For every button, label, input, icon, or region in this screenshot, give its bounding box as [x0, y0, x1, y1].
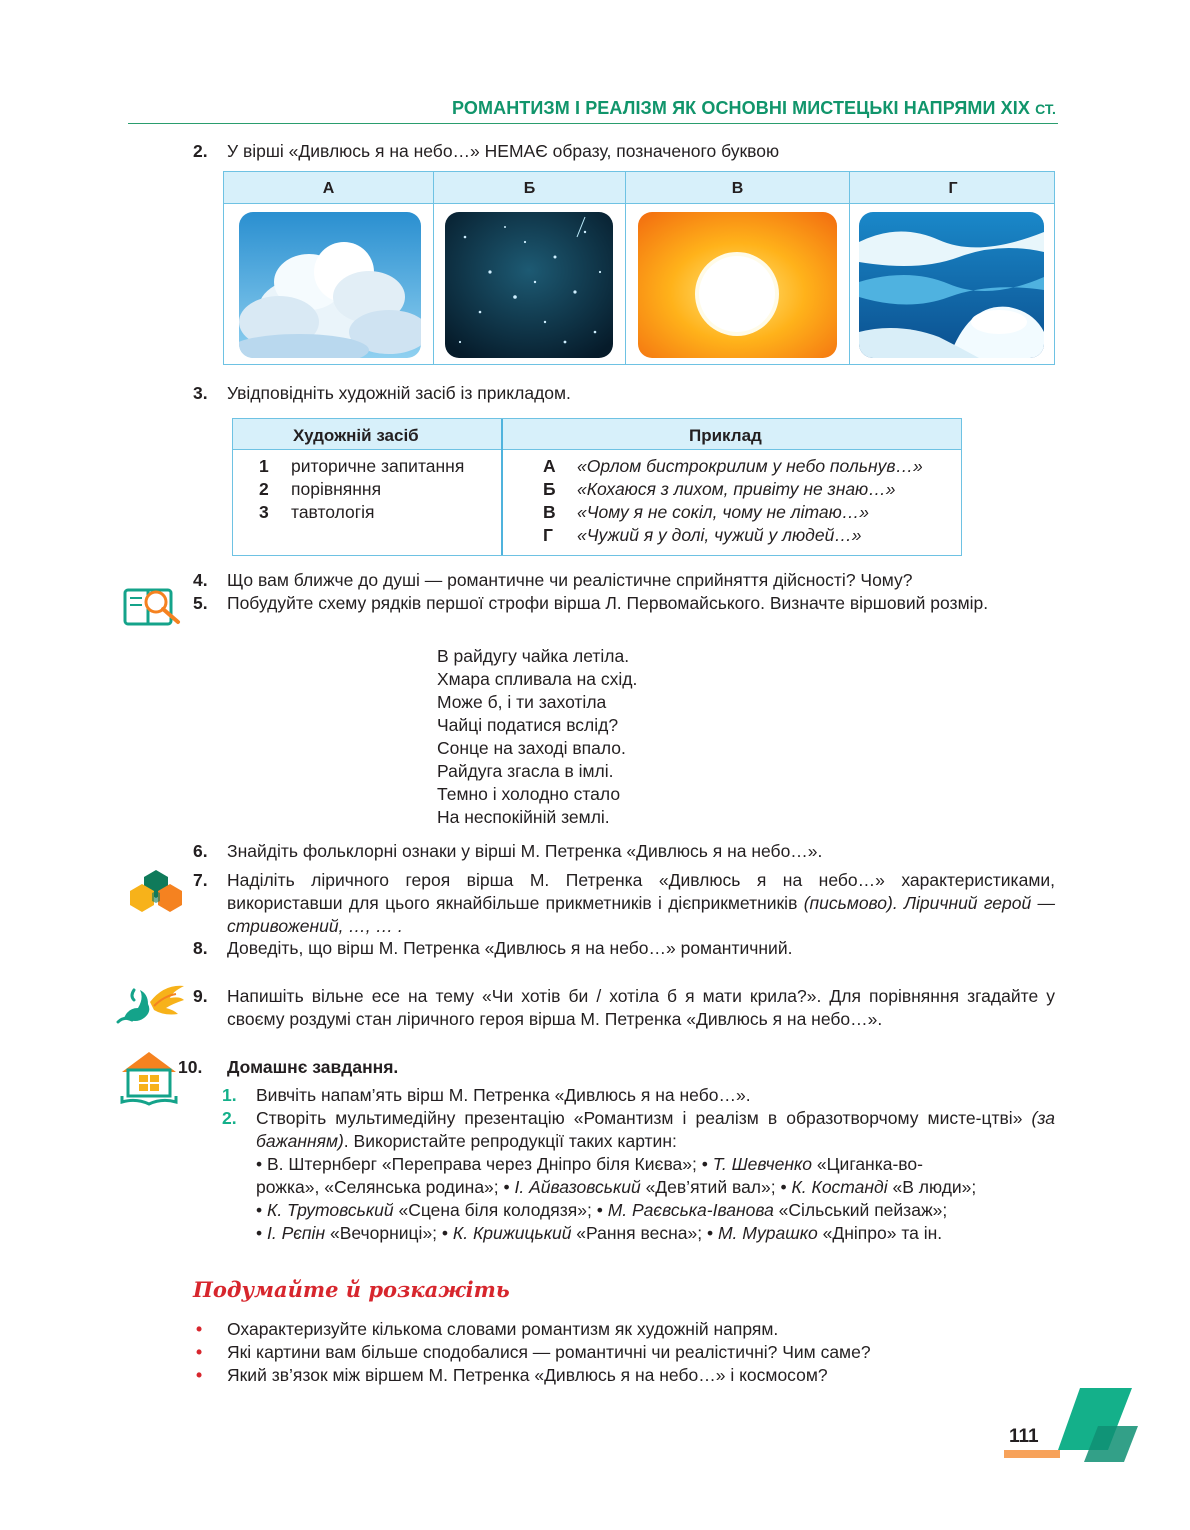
- question-number: 9.: [193, 986, 208, 1006]
- option-letter: В: [731, 180, 744, 197]
- question-10: [178, 1056, 1055, 1079]
- page-number-underline: [1004, 1450, 1060, 1460]
- question-6: [193, 840, 1055, 863]
- question-8: [193, 937, 1055, 960]
- question-text: Знайдіть фольклорні ознаки у вірші М. Петренка «Дивлюсь я на небо…».: [227, 841, 823, 861]
- question-7: [193, 869, 1055, 938]
- question-3: [193, 382, 1055, 405]
- question-9: [193, 985, 1055, 1031]
- question-text: Що вам ближче до душі — романтичне чи реалістичне сприйняття дійсності? Чому?: [227, 570, 913, 590]
- question-number: 4.: [193, 570, 208, 590]
- artworks-line: рожка», «Селянська родина»; • І. Айвазовський «Дев’ятий вал»; • К. Костанді «В люди»;: [256, 1177, 977, 1197]
- option-a: [224, 172, 434, 364]
- question-text: Увідповідніть художній засіб із прикладом.: [227, 383, 571, 403]
- section-heading: Подумайте й розкажіть: [193, 1277, 510, 1302]
- poem-line: Може б, і ти захотіла: [437, 692, 607, 712]
- poem-line: Чайці податися вслід?: [437, 715, 619, 735]
- artworks-line: • І. Рєпін «Вечорниці»; • К. Крижицький «Рання весна»; • М. Мурашко «Дніпро» та ін.: [256, 1223, 943, 1243]
- homework-title: Домашнє завдання.: [227, 1057, 399, 1077]
- option-d: [850, 172, 1056, 364]
- option-letter: А: [322, 180, 335, 197]
- question-5: [193, 592, 1055, 615]
- poem-line: Райдуга згасла в імлі.: [437, 761, 614, 781]
- question-number: 7.: [193, 870, 208, 890]
- item-text: Створіть мультимедійну презентацію «Романтизм і реалізм в образотворчому мисте-цтві» (за бажанням). Використайте репродукції таких картин:: [256, 1108, 1055, 1151]
- poem-line: На неспокійній землі.: [437, 807, 610, 827]
- question-number: 8.: [193, 938, 208, 958]
- question-text: У вірші «Дивлюсь я на небо…» НЕМАЄ образу, позначеного буквою: [227, 141, 780, 161]
- homework-item-2: [222, 1107, 1055, 1153]
- sea-waves-image: [859, 212, 1044, 358]
- question-number: 5.: [193, 593, 208, 613]
- option-b: [434, 172, 626, 364]
- page-number: 111: [1009, 1426, 1039, 1447]
- column-divider: [501, 419, 503, 555]
- image-options-table: [223, 171, 1055, 365]
- artworks-line: • В. Штернберг «Переправа через Дніпро біля Києва»; • Т. Шевченко «Циганка-во-: [256, 1154, 923, 1174]
- house-book-icon: [118, 1050, 180, 1108]
- poem-line: Сонце на заході впало.: [437, 738, 626, 758]
- poem: [437, 645, 637, 829]
- starry-night-image: [445, 212, 613, 358]
- option-letter: Б: [523, 180, 536, 197]
- question-number: 2.: [193, 141, 208, 161]
- matching-table: Художній засіб Приклад 1 риторичне запитання 2 порівняння 3 тавтологія А «Орлом бистрокрилим у небо польнув…» Б «Кохаюся з лихом, привіту не знаю…» В «Чому я не сокіл, чому не літаю…» Г «Чужий я у долі, чужий у людей…»: [232, 418, 962, 556]
- sun-image: [638, 212, 837, 358]
- poem-line: Хмара спливала на схід.: [437, 669, 638, 689]
- item-number: 2.: [222, 1108, 237, 1128]
- question-text: Напишіть вільне есе на тему «Чи хотів би / хотіла б я мати крила?». Для порівняння згадайте у своєму роздумі стан ліричного героя вірша М. Петренка «Дивлюсь я на небо…».: [227, 986, 1055, 1029]
- question-number: 10.: [178, 1057, 203, 1077]
- question-text: Побудуйте схему рядків першої строфи вірша Л. Первомайського. Визначте віршовий розмір.: [227, 593, 989, 613]
- header-title: РОМАНТИЗМ І РЕАЛІЗМ ЯК ОСНОВНІ МИСТЕЦЬКІ НАПРЯМИ XIX СТ.: [452, 98, 1056, 118]
- poem-line: Темно і холодно стало: [437, 784, 621, 804]
- running-header: [128, 96, 1058, 124]
- book-magnifier-icon: [122, 580, 184, 628]
- homework-item-1: [222, 1084, 1055, 1107]
- column-header-example: Приклад: [689, 426, 762, 445]
- question-2: [193, 140, 1055, 163]
- poem-line: В райдугу чайка летіла.: [437, 646, 630, 666]
- pegasus-icon: [114, 978, 186, 1030]
- artworks-list: [222, 1153, 1055, 1245]
- clouds-sky-image: [239, 212, 421, 358]
- question-text: Доведіть, що вірш М. Петренка «Дивлюсь я на небо…» романтичний.: [227, 938, 793, 958]
- question-text: Наділіть ліричного героя вірша М. Петренка «Дивлюсь я на небо…» характеристиками, використавши для цього якнайбільше прикметників і дієприкметників (письмово). Ліричний герой — стривожений, …, … .: [227, 870, 1056, 936]
- hexagons-icon: [124, 868, 188, 914]
- column-header-device: Художній засіб: [293, 426, 419, 445]
- artworks-line: • К. Трутовський «Сцена біля колодязя»; • М. Раєвська-Іванова «Сільський пейзаж»;: [256, 1200, 948, 1220]
- item-number: 1.: [222, 1085, 237, 1105]
- page-corner-decoration: [1058, 1388, 1142, 1464]
- question-number: 3.: [193, 383, 208, 403]
- option-letter: Г: [948, 180, 958, 197]
- question-number: 6.: [193, 841, 208, 861]
- item-text: Вивчіть напам’ять вірш М. Петренка «Дивлюсь я на небо…».: [256, 1085, 751, 1105]
- option-c: [626, 172, 850, 364]
- question-4: [193, 569, 1055, 592]
